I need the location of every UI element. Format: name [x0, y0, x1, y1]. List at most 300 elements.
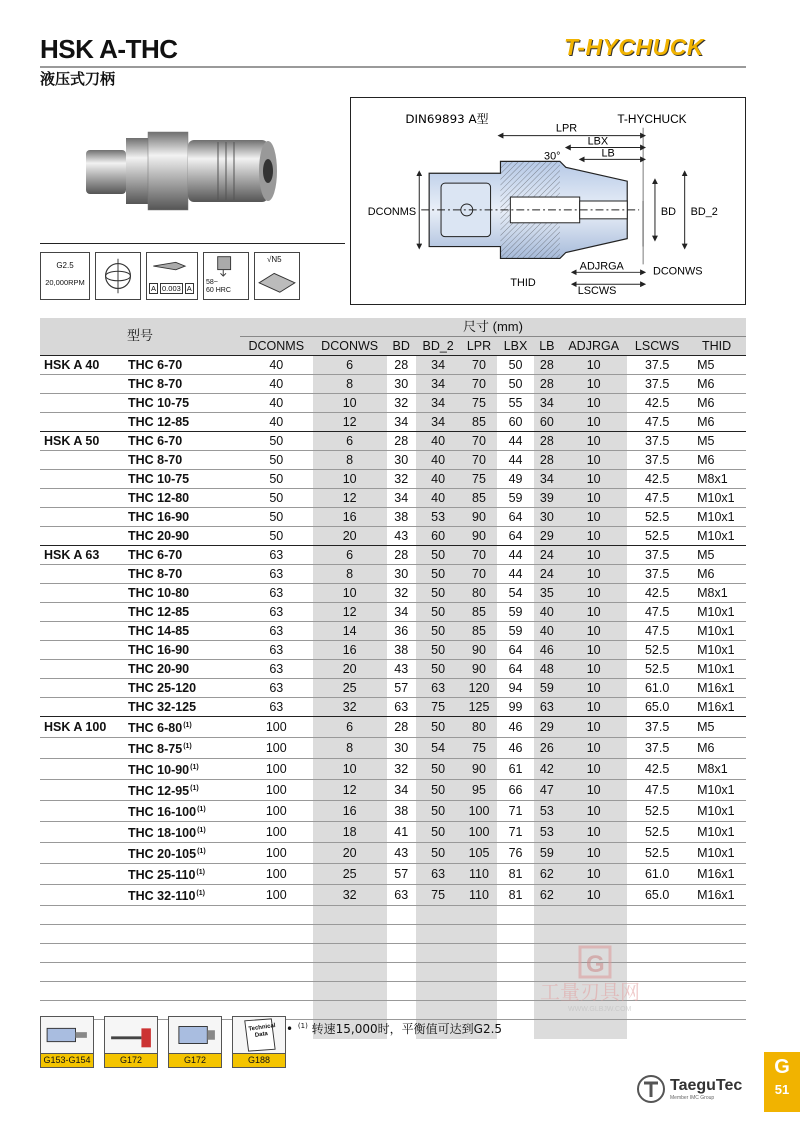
value-cell: 32: [387, 584, 416, 603]
value-cell: 34: [416, 375, 461, 394]
model-cell: [124, 451, 240, 470]
value-cell: 63: [240, 584, 313, 603]
value-cell: 12: [313, 489, 387, 508]
company-name: TaeguTec: [670, 1077, 743, 1094]
value-cell: 37.5: [627, 451, 687, 470]
balance-rpm-value: 20,000RPM: [45, 278, 85, 287]
value-cell: M6: [687, 413, 746, 432]
value-cell: 100: [461, 822, 498, 843]
column-header: LPR: [461, 337, 498, 356]
value-cell: 34: [416, 356, 461, 375]
value-cell: 70: [461, 565, 498, 584]
table-row: [40, 470, 746, 489]
table-row: [40, 413, 746, 432]
value-cell: 10: [560, 489, 627, 508]
empty-cell: [40, 944, 124, 963]
column-header: DCONWS: [313, 337, 387, 356]
empty-cell: [313, 982, 387, 1001]
model-cell: [124, 679, 240, 698]
value-cell: 30: [387, 375, 416, 394]
value-cell: 63: [416, 679, 461, 698]
value-cell: 12: [313, 603, 387, 622]
balance-grade-value: G2.5: [56, 261, 74, 270]
model-name: THC 20-90: [128, 529, 190, 544]
footnote-ref: (1): [196, 890, 205, 898]
value-cell: 75: [461, 470, 498, 489]
value-cell: 16: [313, 641, 387, 660]
table-row: [40, 679, 746, 698]
empty-cell: [497, 1020, 533, 1039]
dim-dconws: DCONWS: [652, 265, 703, 278]
dim-lb: LB: [601, 147, 615, 160]
value-cell: 64: [497, 527, 533, 546]
holder-type-cell: HSK A 100: [40, 717, 124, 738]
value-cell: 46: [497, 738, 533, 759]
value-cell: 90: [461, 508, 498, 527]
value-cell: M16x1: [687, 679, 746, 698]
value-cell: 40: [240, 413, 313, 432]
value-cell: 6: [313, 546, 387, 565]
empty-cell: [387, 963, 416, 982]
empty-cell: [461, 963, 498, 982]
empty-cell: [461, 925, 498, 944]
value-cell: 34: [416, 413, 461, 432]
empty-cell: [497, 982, 533, 1001]
value-cell: 80: [461, 584, 498, 603]
value-cell: 32: [387, 759, 416, 780]
feature-icons: [40, 243, 345, 305]
empty-cell: [560, 1020, 627, 1039]
empty-cell: [40, 982, 124, 1001]
holder-type-cell: [40, 508, 124, 527]
dim-bd: BD: [660, 205, 677, 218]
empty-cell: [560, 906, 627, 925]
value-cell: 70: [461, 451, 498, 470]
value-cell: 25: [313, 679, 387, 698]
value-cell: 47.5: [627, 413, 687, 432]
value-cell: 63: [240, 603, 313, 622]
ref-item-4[interactable]: [232, 1016, 286, 1068]
value-cell: M8x1: [687, 584, 746, 603]
value-cell: 61: [497, 759, 533, 780]
value-cell: M6: [687, 565, 746, 584]
model-name: THC 16-90: [128, 510, 190, 525]
table-row: [40, 780, 746, 801]
value-cell: 20: [313, 527, 387, 546]
dim-angle: 30°: [544, 150, 561, 163]
empty-cell: [387, 1001, 416, 1020]
value-cell: 28: [534, 432, 561, 451]
value-cell: 75: [416, 698, 461, 717]
page-title: HSK A-THC: [40, 34, 178, 64]
holder-type-cell: [40, 679, 124, 698]
technical-drawing: [350, 97, 746, 305]
value-cell: 50: [416, 660, 461, 679]
value-cell: 90: [461, 759, 498, 780]
value-cell: 40: [240, 356, 313, 375]
value-cell: 32: [387, 470, 416, 489]
model-cell: [124, 843, 240, 864]
value-cell: 10: [560, 660, 627, 679]
model-cell: [124, 432, 240, 451]
empty-cell: [240, 963, 313, 982]
value-cell: 53: [534, 801, 561, 822]
model-name: THC 32-110: [128, 889, 196, 904]
value-cell: 10: [560, 679, 627, 698]
table-row: [40, 698, 746, 717]
value-cell: 85: [461, 622, 498, 641]
value-cell: 28: [534, 375, 561, 394]
wrench-icon: [104, 1016, 158, 1054]
empty-cell: [240, 925, 313, 944]
table-row: [40, 738, 746, 759]
value-cell: 54: [497, 584, 533, 603]
empty-cell: [313, 944, 387, 963]
dimensions-table: [40, 318, 746, 1039]
holder-type-cell: [40, 843, 124, 864]
model-name: THC 16-100: [128, 805, 197, 820]
model-cell: [124, 780, 240, 801]
value-cell: 44: [497, 565, 533, 584]
value-cell: 100: [240, 885, 313, 906]
value-cell: M5: [687, 356, 746, 375]
watermark-text: 工量刃具网: [540, 980, 640, 1004]
holder-type-cell: [40, 885, 124, 906]
value-cell: 24: [534, 565, 561, 584]
value-cell: 34: [534, 470, 561, 489]
empty-cell: [461, 944, 498, 963]
value-cell: 110: [461, 864, 498, 885]
value-cell: 52.5: [627, 660, 687, 679]
holder-type-cell: [40, 603, 124, 622]
table-row: [40, 759, 746, 780]
model-name: THC 10-90: [128, 763, 190, 778]
value-cell: 8: [313, 375, 387, 394]
product-photo: [78, 112, 288, 230]
title-rule: [40, 66, 746, 68]
value-cell: 10: [560, 759, 627, 780]
value-cell: 10: [560, 356, 627, 375]
value-cell: 38: [387, 801, 416, 822]
value-cell: 14: [313, 622, 387, 641]
value-cell: 70: [461, 432, 498, 451]
model-name: THC 12-95: [128, 784, 190, 799]
empty-cell: [461, 1001, 498, 1020]
table-row: [40, 584, 746, 603]
empty-cell: [240, 906, 313, 925]
value-cell: 42.5: [627, 394, 687, 413]
value-cell: 10: [313, 470, 387, 489]
model-name: THC 20-105: [128, 847, 197, 862]
value-cell: 26: [534, 738, 561, 759]
value-cell: 20: [313, 843, 387, 864]
footnote-ref: (1): [183, 743, 192, 751]
value-cell: 50: [416, 822, 461, 843]
holder-type-cell: [40, 470, 124, 489]
value-cell: 63: [240, 641, 313, 660]
footnote-ref: (1): [190, 764, 199, 772]
table-row: [40, 432, 746, 451]
table-row: [40, 622, 746, 641]
value-cell: 110: [461, 885, 498, 906]
table-row: [40, 843, 746, 864]
value-cell: 71: [497, 822, 533, 843]
column-header: LBX: [497, 337, 533, 356]
value-cell: 50: [240, 470, 313, 489]
value-cell: 63: [240, 565, 313, 584]
empty-cell: [560, 925, 627, 944]
value-cell: 63: [240, 679, 313, 698]
model-name: THC 10-80: [128, 586, 190, 601]
model-name: THC 16-90: [128, 643, 190, 658]
value-cell: 47.5: [627, 489, 687, 508]
value-cell: 50: [240, 508, 313, 527]
empty-cell: [416, 944, 461, 963]
model-cell: [124, 546, 240, 565]
table-row: [40, 641, 746, 660]
value-cell: 100: [240, 822, 313, 843]
value-cell: M10x1: [687, 603, 746, 622]
value-cell: 60: [534, 413, 561, 432]
value-cell: 61.0: [627, 864, 687, 885]
value-cell: 64: [497, 660, 533, 679]
ref-page-1: G153-G154: [40, 1054, 94, 1068]
value-cell: 52.5: [627, 527, 687, 546]
value-cell: 90: [461, 527, 498, 546]
size-header: 尺寸 (mm): [240, 318, 746, 337]
holder-type-cell: [40, 780, 124, 801]
value-cell: M10x1: [687, 801, 746, 822]
value-cell: 37.5: [627, 356, 687, 375]
value-cell: 35: [534, 584, 561, 603]
ref-item-2[interactable]: [104, 1016, 158, 1068]
model-name: THC 12-80: [128, 491, 190, 506]
value-cell: 44: [497, 546, 533, 565]
holder-type-cell: [40, 759, 124, 780]
empty-cell: [387, 944, 416, 963]
table-row: [40, 603, 746, 622]
value-cell: 47.5: [627, 780, 687, 801]
value-cell: 10: [560, 470, 627, 489]
value-cell: M10x1: [687, 641, 746, 660]
model-header: 型号: [40, 318, 240, 356]
value-cell: 66: [497, 780, 533, 801]
empty-cell: [124, 982, 240, 1001]
value-cell: 42.5: [627, 759, 687, 780]
empty-cell: [534, 925, 561, 944]
company-sub: Member IMC Group: [670, 1095, 715, 1101]
value-cell: 48: [534, 660, 561, 679]
value-cell: 61.0: [627, 679, 687, 698]
model-name: THC 8-75: [128, 742, 183, 757]
model-cell: [124, 413, 240, 432]
value-cell: 44: [497, 451, 533, 470]
value-cell: 37.5: [627, 546, 687, 565]
value-cell: M10x1: [687, 508, 746, 527]
model-name: THC 18-100: [128, 826, 197, 841]
page-subtitle: 液压式刀柄: [40, 70, 116, 88]
model-cell: [124, 565, 240, 584]
value-cell: 63: [240, 660, 313, 679]
empty-cell: [627, 925, 687, 944]
runout-datum-label: A: [151, 284, 157, 293]
dim-thid: THID: [510, 277, 536, 290]
value-cell: 50: [416, 584, 461, 603]
model-cell: [124, 641, 240, 660]
value-cell: 50: [416, 843, 461, 864]
value-cell: 32: [387, 394, 416, 413]
value-cell: M6: [687, 738, 746, 759]
holder-type-cell: HSK A 63: [40, 546, 124, 565]
value-cell: 39: [534, 489, 561, 508]
empty-cell: [313, 1001, 387, 1020]
value-cell: 100: [461, 801, 498, 822]
model-name: THC 6-80: [128, 721, 183, 736]
runout-value: 0.003: [162, 284, 181, 293]
model-cell: [124, 738, 240, 759]
value-cell: M6: [687, 394, 746, 413]
column-header: BD_2: [416, 337, 461, 356]
value-cell: 42.5: [627, 584, 687, 603]
value-cell: 28: [534, 451, 561, 470]
value-cell: 10: [560, 527, 627, 546]
tech-data-label: Technical Data: [248, 1022, 276, 1039]
empty-cell: [497, 925, 533, 944]
value-cell: 59: [497, 603, 533, 622]
value-cell: 34: [387, 413, 416, 432]
model-cell: [124, 356, 240, 375]
table-row: [40, 527, 746, 546]
watermark-glyph: G: [586, 951, 605, 978]
empty-cell: [40, 963, 124, 982]
value-cell: 30: [387, 738, 416, 759]
value-cell: 12: [313, 780, 387, 801]
value-cell: 6: [313, 356, 387, 375]
value-cell: 10: [560, 432, 627, 451]
section-letter: G: [774, 1056, 790, 1078]
holder-assembly-icon: [40, 1016, 94, 1054]
holder-type-cell: [40, 660, 124, 679]
empty-cell: [416, 925, 461, 944]
value-cell: M5: [687, 432, 746, 451]
ref-item-3[interactable]: [168, 1016, 222, 1068]
holder-type-cell: [40, 622, 124, 641]
empty-cell: [240, 982, 313, 1001]
value-cell: M6: [687, 375, 746, 394]
model-name: THC 32-125: [128, 700, 197, 715]
model-cell: [124, 622, 240, 641]
model-cell: [124, 527, 240, 546]
value-cell: 55: [497, 394, 533, 413]
value-cell: 34: [416, 394, 461, 413]
value-cell: 40: [240, 375, 313, 394]
value-cell: 47: [534, 780, 561, 801]
model-name: THC 6-70: [128, 548, 183, 563]
model-cell: [124, 584, 240, 603]
ref-item-1[interactable]: [40, 1016, 94, 1068]
value-cell: 52.5: [627, 822, 687, 843]
value-cell: 37.5: [627, 432, 687, 451]
value-cell: 30: [534, 508, 561, 527]
holder-type-cell: [40, 822, 124, 843]
surface-roughness-icon: [254, 252, 300, 300]
value-cell: 36: [387, 622, 416, 641]
empty-cell: [124, 944, 240, 963]
column-header: LSCWS: [627, 337, 687, 356]
value-cell: 29: [534, 527, 561, 546]
value-cell: 37.5: [627, 738, 687, 759]
empty-cell: [313, 906, 387, 925]
value-cell: 34: [387, 489, 416, 508]
value-cell: 50: [416, 801, 461, 822]
taegutec-emblem-icon: [636, 1074, 666, 1104]
value-cell: 64: [497, 508, 533, 527]
value-cell: 85: [461, 489, 498, 508]
value-cell: 10: [313, 394, 387, 413]
value-cell: 100: [240, 864, 313, 885]
value-cell: 57: [387, 679, 416, 698]
value-cell: 40: [416, 470, 461, 489]
diagram-brand-label: T-HYCHUCK: [617, 111, 687, 126]
value-cell: 40: [534, 622, 561, 641]
value-cell: 10: [560, 822, 627, 843]
model-cell: [124, 801, 240, 822]
value-cell: M10x1: [687, 622, 746, 641]
value-cell: M5: [687, 717, 746, 738]
value-cell: 16: [313, 801, 387, 822]
value-cell: 70: [461, 546, 498, 565]
value-cell: 34: [387, 603, 416, 622]
value-cell: 37.5: [627, 565, 687, 584]
empty-cell: [387, 925, 416, 944]
value-cell: 81: [497, 864, 533, 885]
value-cell: 53: [534, 822, 561, 843]
value-cell: 10: [560, 885, 627, 906]
model-cell: [124, 603, 240, 622]
value-cell: 50: [416, 546, 461, 565]
value-cell: 125: [461, 698, 498, 717]
value-cell: 75: [461, 738, 498, 759]
value-cell: 10: [560, 622, 627, 641]
value-cell: 99: [497, 698, 533, 717]
value-cell: 105: [461, 843, 498, 864]
value-cell: 18: [313, 822, 387, 843]
holder-type-cell: [40, 394, 124, 413]
value-cell: 32: [313, 885, 387, 906]
empty-cell: [124, 963, 240, 982]
reference-icons: [40, 1016, 286, 1068]
value-cell: 41: [387, 822, 416, 843]
value-cell: 16: [313, 508, 387, 527]
section-tab[interactable]: [764, 1052, 800, 1112]
empty-cell: [461, 982, 498, 1001]
empty-cell: [124, 925, 240, 944]
value-cell: 50: [497, 375, 533, 394]
value-cell: 57: [387, 864, 416, 885]
value-cell: 54: [416, 738, 461, 759]
value-cell: 53: [416, 508, 461, 527]
value-cell: M10x1: [687, 843, 746, 864]
empty-cell: [40, 925, 124, 944]
empty-cell: [534, 1020, 561, 1039]
value-cell: 10: [560, 413, 627, 432]
value-cell: M10x1: [687, 780, 746, 801]
gyroscope-icon: [95, 252, 141, 300]
empty-cell: [497, 944, 533, 963]
value-cell: 75: [416, 885, 461, 906]
value-cell: 50: [416, 641, 461, 660]
value-cell: 60: [497, 413, 533, 432]
